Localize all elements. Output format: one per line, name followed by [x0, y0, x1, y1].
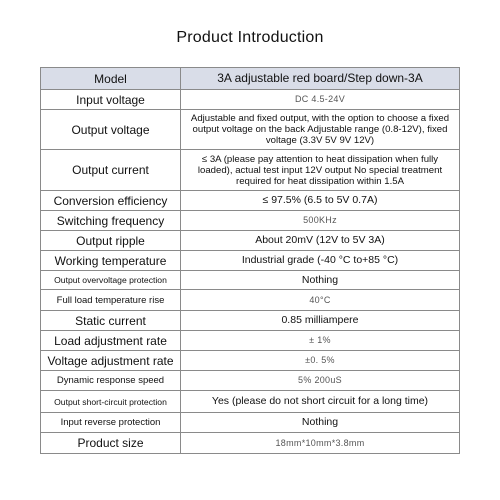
- table-row: [41, 391, 460, 413]
- table-row: [41, 433, 460, 454]
- table-row: [41, 110, 460, 150]
- row-label: Output voltage: [41, 110, 181, 150]
- row-value: About 20mV (12V to 5V 3A): [181, 231, 460, 251]
- table-row: [41, 413, 460, 433]
- row-label: Conversion efficiency: [41, 191, 181, 211]
- row-value: 500KHz: [181, 211, 460, 231]
- row-label: Input voltage: [41, 90, 181, 110]
- spec-table: [40, 67, 460, 454]
- table-row: [41, 231, 460, 251]
- row-label: Product size: [41, 433, 181, 454]
- row-label: Output overvoltage protection: [41, 271, 181, 290]
- table-row: [41, 351, 460, 371]
- row-label: Dynamic response speed: [41, 371, 181, 391]
- model-label: Model: [41, 68, 181, 90]
- row-label: Output short-circuit protection: [41, 391, 181, 413]
- row-value: 5% 200uS: [181, 371, 460, 391]
- table-row: [41, 191, 460, 211]
- page-title: Product Introduction: [176, 29, 324, 46]
- row-value: ± 1%: [181, 331, 460, 351]
- row-label: Input reverse protection: [41, 413, 181, 433]
- row-label: Voltage adjustment rate: [41, 351, 181, 371]
- row-label: Output ripple: [41, 231, 181, 251]
- table-row: [41, 211, 460, 231]
- table-row: [41, 311, 460, 331]
- row-value: ≤ 3A (please pay attention to heat dissipation when fully loaded), actual test input 12V output No special treatment required for heat dissipation within 1.5A: [181, 150, 460, 191]
- model-value: 3A adjustable red board/Step down-3A: [181, 68, 460, 90]
- row-value: ≤ 97.5% (6.5 to 5V 0.7A): [181, 191, 460, 211]
- table-row: [41, 90, 460, 110]
- table-row: [41, 271, 460, 290]
- table-row: [41, 290, 460, 311]
- row-value: 18mm*10mm*3.8mm: [181, 433, 460, 454]
- row-value: 40°C: [181, 290, 460, 311]
- row-label: Switching frequency: [41, 211, 181, 231]
- row-label: Output current: [41, 150, 181, 191]
- table-row: [41, 331, 460, 351]
- row-value: 0.85 milliampere: [181, 311, 460, 331]
- row-value: Industrial grade (-40 °C to+85 °C): [181, 251, 460, 271]
- row-value: Adjustable and fixed output, with the option to choose a fixed output voltage on the back Adjustable range (0.8-12V), fixed voltage (3.3V 5V 9V 12V): [181, 110, 460, 150]
- row-value: Nothing: [181, 271, 460, 290]
- row-label: Working temperature: [41, 251, 181, 271]
- row-value: DC 4.5-24V: [181, 90, 460, 110]
- row-label: Static current: [41, 311, 181, 331]
- row-value: Yes (please do not short circuit for a long time): [181, 391, 460, 413]
- row-label: Load adjustment rate: [41, 331, 181, 351]
- table-row: [41, 371, 460, 391]
- row-value: ±0. 5%: [181, 351, 460, 371]
- table-row: [41, 150, 460, 191]
- table-row: [41, 251, 460, 271]
- row-value: Nothing: [181, 413, 460, 433]
- row-label: Full load temperature rise: [41, 290, 181, 311]
- table-header-row: [41, 68, 460, 90]
